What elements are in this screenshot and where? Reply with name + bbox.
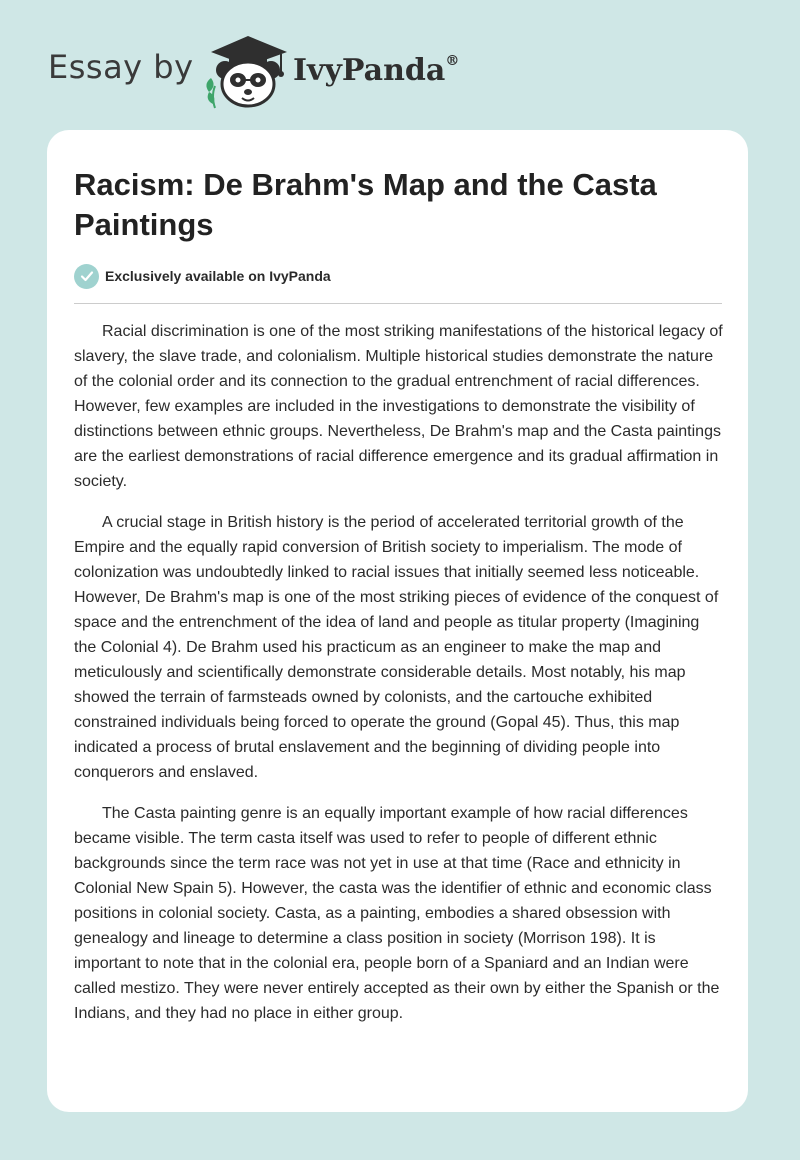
paragraph: A crucial stage in British history is the period of accelerated territorial growth of the Empire and the equally rapid conversion of British society to imperialism. The mode of colonization was undoubtedly linked to racial issues that initially seemed less noticeable. However, De Brahm's map is one of the most striking pieces of evidence of the conquest of space and the entrenchment of the idea of land and people as titular property (Imagining the Colonial 4). De Brahm used his practicum as an engineer to make the map and meticulously and scientifically demonstrate considerable details. Most notably, his map showed the terrain of farmsteads owned by colonists, and the cartouche exhibited constrained individuals being forced to operate the ground (Gopal 45). Thus, this map indicated a process of brutal enslavement and the beginning of dividing people into conquerors and enslaved. [74, 514, 719, 781]
registered-mark: ® [445, 53, 460, 69]
essay-body [74, 319, 724, 1042]
paragraph: The Casta painting genre is an equally important example of how racial differences became visible. The term casta itself was used to refer to people of different ethnic backgrounds since the term race was not yet in use at that time (Race and ethnicity in Colonial New Spain 5). However, the casta was the identifier of ethnic and economic class positions in colonial society. Casta, as a painting, embodies a shared obsession with genealogy and lineage to determine a class position in society (Morrison 198). It is important to note that in the colonial era, people born of a Spaniard and an Indian were called mestizo. They were never entirely accepted as their own by either the Spanish or the Indians, and they had no place in either group. [74, 805, 720, 1022]
exclusive-badge [74, 262, 331, 290]
essay-by-label: Essay by [48, 48, 194, 86]
brand-name[interactable] [293, 53, 459, 88]
site-header [48, 28, 508, 118]
exclusive-badge-label: Exclusively available on IvyPanda [105, 268, 331, 284]
page-title: Racism: De Brahm's Map and the Casta Paintings [74, 167, 657, 242]
paragraph: Racial discrimination is one of the most striking manifestations of the historical legacy of slavery, the slave trade, and colonialism. Multiple historical studies demonstrate the nature of the colonial order and its connection to the gradual entrenchment of racial differences. However, few examples are included in the investigations to demonstrate the visibility of distinctions between ethnic groups. Nevertheless, De Brahm's map and the Casta paintings are the earliest demonstrations of racial difference emergence and its gradual affirmation in society. [74, 323, 723, 490]
check-circle-icon [74, 264, 99, 289]
essay-card [47, 130, 748, 1112]
panda-graduate-logo-icon[interactable] [201, 30, 296, 110]
brand-text: IvyPanda [293, 53, 446, 88]
divider [74, 303, 722, 304]
